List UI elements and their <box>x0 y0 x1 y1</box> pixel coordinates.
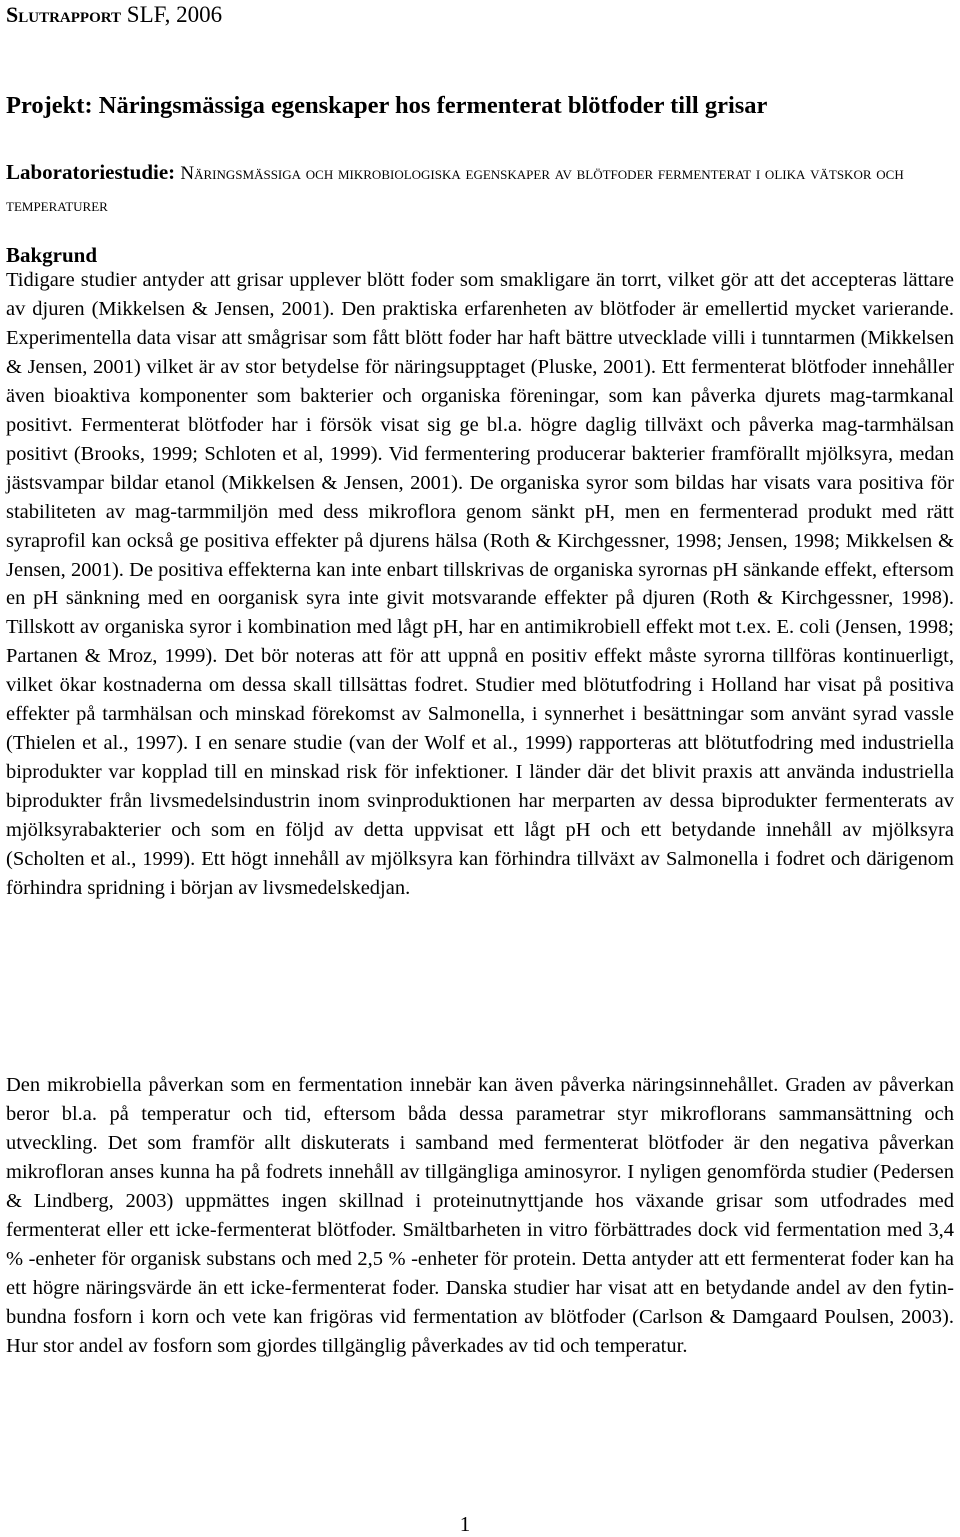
lab-study-heading <box>6 157 954 221</box>
lab-study-label: Laboratoriestudie: <box>6 160 176 184</box>
report-org-year: SLF, 2006 <box>126 2 223 27</box>
background-paragraph-2: Den mikrobiella påverkan som en fermentation innebär kan även påverka näringsinnehållet. Graden av påverkan beror bl.a. på temperatur och tid, eftersom båda dessa parametrar styr mikroflorans sammansättning och utveckling. Det som framför allt diskuterats i samband med fermenterat blötfoder är den negativa påverkan mikrofloran anses kunna ha på fodrets innehåll av tillgängliga aminosyror. I nyligen genomförda studier (Pedersen & Lindberg, 2003) uppmättes ingen skillnad i proteinutnyttjande hos växande grisar som utfodrades med fermenterat eller ett icke-fermenterat blötfoder. Smältbarheten in vitro förbättrades dock vid fermentation med 3,4 % -enheter för organisk substans och med 2,5 % -enheter för protein. Detta antyder att ett fermenterat foder kan ha ett högre näringsvärde än ett icke-fermenterat foder. Danska studier har visat att en betydande andel av den fytin-bundna fosforn i korn och vete kan frigöras vid fermentation av blötfoder (Carlson & Damgaard Poulsen, 2003). Hur stor andel av fosforn som gjordes tillgänglig påverkades av tid och temperatur. <box>6 1074 954 1357</box>
report-header <box>6 2 222 28</box>
page-number: 1 <box>459 1512 471 1536</box>
report-label: Slutrapport <box>6 2 122 27</box>
background-paragraph-1: Tidigare studier antyder att grisar upplever blött foder som smakligare än torrt, vilket gör att det accepteras lättare av djuren (Mikkelsen & Jensen, 2001). Den praktiska erfarenheten av blötfoder är emellertid mycket varierande. Experimentella data visar att smågrisar som fått blött foder har haft bättre utvecklade villi i tunntarmen (Mikkelsen & Jensen, 2001) vilket är av stor betydelse för näringsupptaget (Pluske, 2001). Ett fermenterat blötfoder innehåller även bioaktiva komponenter som bakterier och organiska föreningar, som kan påverka djurets mag-tarmkanal positivt. Fermenterat blötfoder har i försök visat sig ge bl.a. högre daglig tillväxt och påverka mag-tarmhälsan positivt (Brooks, 1999; Schloten et al, 1999). Vid fermentering producerar bakterier framförallt mjölksyra, medan jästsvampar bildar etanol (Mikkelsen & Jensen, 2001). De organiska syror som bildas har visats vara positiva för stabiliteten av mag-tarmmiljön med dess mikroflora genom sänkt pH, men en fermenterad produkt med rätt syraprofil kan också ge positiva effekter på djurens hälsa (Roth & Kirchgessner, 1998; Jensen, 1998; Mikkelsen & Jensen, 2001). De positiva effekterna kan inte enbart tillskrivas de organiska syrornas pH sänkande effekt, eftersom en pH sänkning med en oorganisk syra inte givit motsvarande effekter på djuren (Roth & Kirchgessner, 1998). Tillskott av organiska syror i kombination med lågt pH, har en antimikrobiell effekt mot t.ex. E. coli (Jensen, 1998; Partanen & Mroz, 1999). Det bör noteras att för att uppnå en positiv effekt måste syrorna tillföras kontinuerligt, vilket ökar kostnaderna om dessa skall tillsättas fodret. Studier med blötutfodring i Holland har visat på positiva effekter på tarmhälsan och minskad förekomst av Salmonella, i synnerhet i besättningar som använt syrad vassle (Thielen et al., 1997). I en senare studie (van der Wolf et al., 1999) rapporteras att blötutfodring med industriella biprodukter var kopplad till en minskad risk för infektioner. I länder där det blivit praxis att använda industriella biprodukter från livsmedelsindustrin inom svinproduktionen har merparten av dessa biprodukter fermenterats av mjölksyrabakterier och som en följd av detta uppvisat ett lågt pH och ett betydande innehåll av mjölksyra (Scholten et al., 1999). Ett högt innehåll av mjölksyra kan förhindra tillväxt av Salmonella i fodret och därigenom förhindra spridning i början av livsmedelskedjan. <box>6 269 954 900</box>
project-title: Projekt: Näringsmässiga egenskaper hos fermenterat blötfoder till grisar <box>6 92 768 119</box>
lab-study-description: Näringsmässiga och mikrobiologiska egenskaper av blötfoder fermenterat i olika vätskor och temperaturer <box>6 163 904 216</box>
background-heading: Bakgrund <box>6 243 98 267</box>
